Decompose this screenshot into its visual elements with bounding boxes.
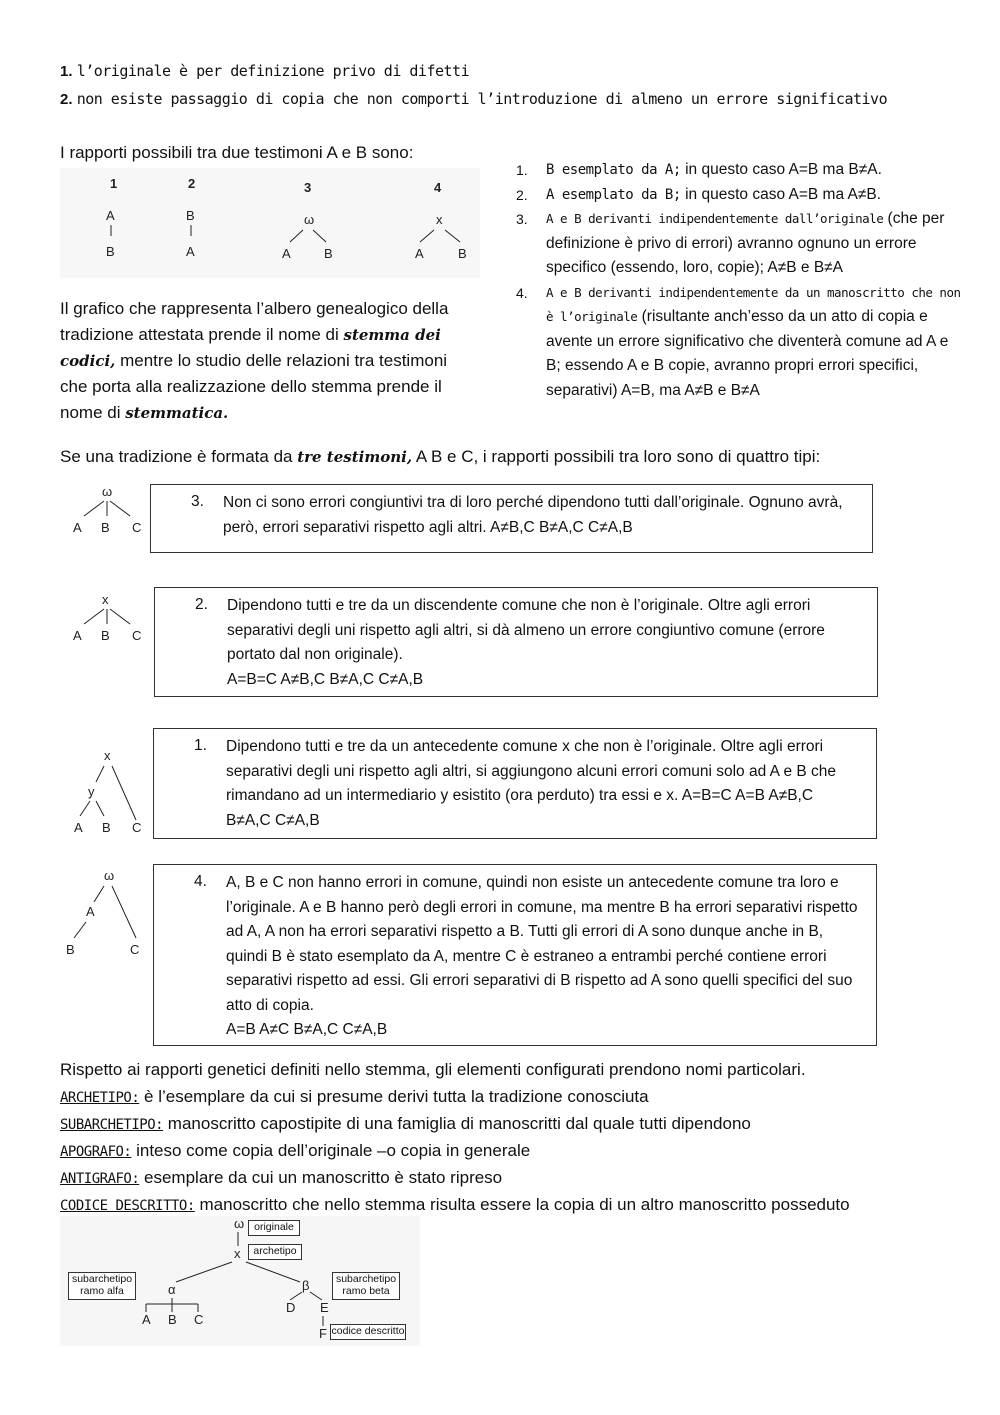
diagram-3-number: 3	[304, 180, 312, 195]
fs-beta: β	[302, 1278, 310, 1293]
list-item-3-rest: (che per definizione è privo di errori) avranno ognuno un errore specifico (essendo, loro, copie); A≠B e B≠A	[546, 210, 945, 276]
list-item-3	[516, 207, 966, 281]
three-heading-1: Se una tradizione è formata da	[60, 447, 298, 466]
d3-a: A	[282, 246, 291, 261]
box-2-text: Dipendono tutti e tre da un discendente comune che non è l’originale. Oltre agli errori separativi degli uni rispetto agli altri, si dà almeno un errore congiuntivo comune (errore portato dal non originale).	[227, 597, 825, 663]
s1-a: A	[73, 520, 82, 535]
box-1-text: Non ci sono errori congiuntivi tra di loro perché dipendono tutti dall’originale. Ognuno avrà, però, errori separativi rispetto agli altri. A≠B,C B≠A,C C≠A,B	[223, 494, 843, 536]
term-archetipo-def: è l’esemplare da cui si presume derivi tutta la tradizione conosciuta	[139, 1087, 649, 1106]
fs-a: A	[142, 1312, 151, 1327]
d1-a: A	[106, 208, 115, 223]
stemma-paragraph	[60, 296, 470, 426]
list-item-1-hand: B esemplato da A;	[546, 162, 681, 178]
s4-omega-a	[94, 886, 104, 902]
term-subarchetipo-def: manoscritto capostipite di una famiglia di manoscritti dal quale tutti dipendono	[163, 1114, 751, 1133]
s1-left	[84, 501, 104, 516]
list-item-2	[516, 183, 966, 208]
rule-1	[60, 62, 469, 80]
rule-1-number: 1.	[60, 63, 73, 80]
fs-b: B	[168, 1312, 177, 1327]
term-codice-descritto	[60, 1192, 980, 1219]
two-witness-diagrams	[60, 168, 480, 278]
fs-omega: ω	[234, 1216, 245, 1231]
d4-b: B	[458, 246, 467, 261]
d1-b: B	[106, 244, 115, 259]
s1-omega: ω	[102, 484, 113, 499]
stemmatica-term: stemmatica.	[125, 404, 229, 422]
list-item-3-num: 3.	[516, 211, 528, 227]
fs-x-beta	[246, 1262, 300, 1282]
term-codice-descritto-def: manoscritto che nello stemma risulta essere la copia di un altro manoscritto posseduto	[194, 1195, 850, 1214]
list-item-4-rest: (risultante anch’esso da un atto di copia e avente un errore significativo che diventerà comune ad A e B; essendo A e B copie, avranno propri errori specifici, separativi) A=B, ma A≠B e B≠A	[546, 308, 949, 399]
stemma-text-1: Il grafico che rappresenta l’albero genealogico della tradizione attestata prende il nome di	[60, 299, 449, 344]
d4-a: A	[415, 246, 424, 261]
s2-c: C	[132, 628, 142, 643]
rule-1-text: l’originale è per definizione privo di difetti	[76, 62, 470, 80]
term-apografo	[60, 1138, 980, 1165]
term-antigrafo-label: ANTIGRAFO:	[60, 1171, 140, 1187]
s3-b: B	[102, 820, 111, 835]
originale-label: originale	[248, 1220, 300, 1236]
two-witness-list	[516, 158, 966, 403]
stemma-text-2: mentre lo studio delle relazioni tra testimoni che porta alla realizzazione dello stemma prende il nome di	[60, 351, 448, 422]
sub-alfa-label: subarchetipo ramo alfa	[68, 1272, 136, 1300]
s3-x-y	[96, 766, 104, 782]
d3-omega: ω	[304, 212, 315, 227]
s3-y-a	[80, 801, 90, 816]
s4-b: B	[66, 942, 75, 957]
rule-2-number: 2.	[60, 91, 73, 108]
fs-alpha: α	[168, 1282, 176, 1297]
d3-b: B	[324, 246, 333, 261]
list-item-1	[516, 158, 966, 183]
fs-x-alpha	[176, 1262, 232, 1282]
s3-c: C	[132, 820, 142, 835]
fs-d: D	[286, 1300, 296, 1315]
list-item-4-hand: A e B derivanti indipendentemente da un manoscritto che non è l’originale	[546, 284, 961, 324]
fs-x: x	[234, 1246, 241, 1261]
list-item-4	[516, 281, 966, 404]
box-4-num: 4.	[194, 873, 207, 890]
s3-x: x	[104, 748, 111, 763]
s2-right	[110, 609, 130, 624]
d4-x: x	[436, 212, 443, 227]
fs-beta-e	[310, 1292, 322, 1300]
diagram-4-number: 4	[434, 180, 442, 195]
rule-2-text: non esiste passaggio di copia che non comporti l’introduzione di almeno un errore significativo	[76, 90, 888, 108]
box-4-relations: A=B A≠C B≠A,C C≠A,B	[226, 1021, 388, 1038]
d2-b: B	[186, 208, 195, 223]
s4-c: C	[130, 942, 140, 957]
term-antigrafo-def: esemplare da cui un manoscritto è stato ripreso	[139, 1168, 503, 1187]
s3-y-b	[96, 801, 104, 816]
terms-intro: Rispetto ai rapporti genetici definiti nello stemma, gli elementi configurati prendono nomi particolari.	[60, 1060, 806, 1079]
archetipo-label: archetipo	[248, 1244, 302, 1260]
three-heading-2: A B e C, i rapporti possibili tra loro sono di quattro tipi:	[412, 447, 821, 466]
list-item-1-num: 1.	[516, 162, 528, 178]
stemma-omega-a-b	[60, 864, 150, 964]
s2-a: A	[73, 628, 82, 643]
d2-a: A	[186, 244, 195, 259]
s1-c: C	[132, 520, 142, 535]
s1-b: B	[101, 520, 110, 535]
s4-a-b	[74, 922, 86, 938]
term-apografo-def: inteso come copia dell’originale –o copia in generale	[131, 1141, 531, 1160]
box-2-num: 2.	[195, 596, 208, 613]
s2-left	[84, 609, 104, 624]
term-subarchetipo-label: SUBARCHETIPO:	[60, 1117, 164, 1133]
box-4-text: A, B e C non hanno errori in comune, quindi non esiste un antecedente comune tra loro e l’originale. A e B hanno però degli errori in comune, ma mentre B ha errori separativi rispetto ad A, A non ha errori separativi rispetto a B. Tutti gli errori di A sono dunque anche in B, quindi B è stato esemplato da A, mentre C è estraneo a entrambi perché contiene errori separativi rispetto ad essi. Gli errori separativi di B rispetto ad A sono quelli specifici del suo atto di copia.	[226, 874, 858, 1014]
fs-beta-d	[290, 1292, 302, 1300]
term-antigrafo	[60, 1165, 980, 1192]
three-heading-term: tre testimoni,	[297, 448, 413, 466]
terms-list	[60, 1084, 980, 1219]
term-apografo-label: APOGRAFO:	[60, 1144, 132, 1160]
diagram-2-number: 2	[188, 176, 196, 191]
fs-f: F	[319, 1326, 327, 1341]
final-stemma	[60, 1216, 420, 1346]
stemma-term: stemma dei codici,	[60, 326, 441, 370]
s3-a: A	[74, 820, 83, 835]
fs-c: C	[194, 1312, 204, 1327]
sub-beta-label: subarchetipo ramo beta	[332, 1272, 400, 1300]
s4-omega: ω	[104, 868, 115, 883]
list-item-2-num: 2.	[516, 186, 528, 203]
s4-omega-c	[112, 886, 136, 938]
box-3-num: 1.	[194, 737, 207, 754]
list-item-2-hand: A esemplato da B;	[546, 186, 681, 203]
term-subarchetipo	[60, 1111, 980, 1138]
two-witnesses-heading: I rapporti possibili tra due testimoni A e B sono:	[60, 143, 414, 162]
stemma-x-y	[66, 746, 150, 838]
three-witnesses-heading	[60, 444, 960, 470]
box-3-text: Dipendono tutti e tre da un antecedente comune x che non è l’originale. Oltre agli errori separativi degli uni rispetto agli altri, si aggiungono alcuni errori comuni solo ad A e B che rimandano ad un intermediario y esistito (ora perduto) tra essi e x. A=B=C A=B A≠B,C B≠A,C C≠A,B	[226, 738, 837, 829]
term-archetipo-label: ARCHETIPO:	[60, 1090, 140, 1106]
list-item-4-num: 4.	[516, 284, 528, 301]
s4-a: A	[86, 904, 95, 919]
codice-descritto-label: codice descritto	[330, 1324, 406, 1340]
box-4-body	[226, 871, 862, 1043]
list-item-2-rest: in questo caso A=B ma A≠B.	[680, 185, 882, 203]
fs-e: E	[320, 1300, 329, 1315]
stemma-omega-three	[64, 484, 148, 540]
s1-right	[110, 501, 130, 516]
s3-y: y	[88, 784, 95, 799]
diagram-1-number: 1	[110, 176, 118, 191]
relation-box-4	[153, 864, 877, 1046]
s2-x: x	[102, 592, 109, 607]
s2-b: B	[101, 628, 110, 643]
term-archetipo	[60, 1084, 980, 1111]
rule-2	[60, 90, 887, 108]
box-1-num: 3.	[191, 493, 204, 510]
relation-box-2	[154, 587, 878, 697]
s3-x-c	[112, 766, 136, 820]
box-2-body	[227, 594, 863, 692]
term-codice-descritto-label: CODICE DESCRITTO:	[60, 1198, 195, 1214]
box-2-relations: A=B=C A≠B,C B≠A,C C≠A,B	[227, 670, 424, 688]
stemma-x-three	[64, 592, 148, 648]
relation-box-1	[150, 484, 873, 553]
list-item-1-rest: in questo caso A=B ma B≠A.	[680, 161, 882, 178]
relation-box-3	[153, 728, 877, 839]
list-item-3-hand: A e B derivanti indipendentemente dall’originale	[546, 211, 884, 226]
diagram-background	[60, 168, 480, 278]
